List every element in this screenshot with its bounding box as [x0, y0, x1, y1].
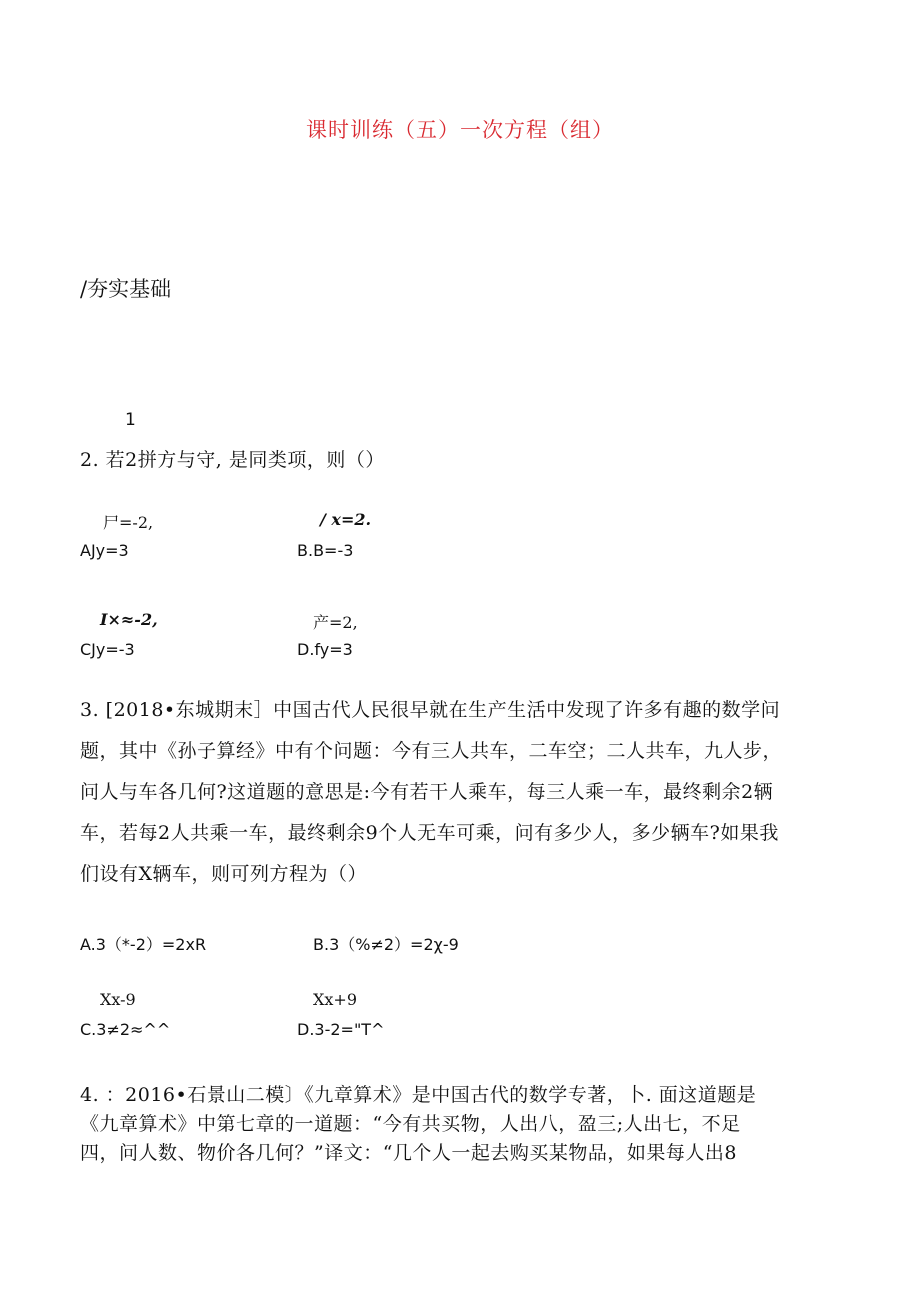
question-2-stem: 2. 若2拼方与守, 是同类项，则（）	[80, 449, 385, 471]
question-3-line: 车，若每2人共乘一车，最终剩余9个人无车可乘，问有多少人，多少辆车?如果我	[80, 822, 779, 844]
question-2-option-c-aux: I×≈-2,	[100, 610, 158, 629]
question-2-option-a: AJy=3	[80, 541, 129, 560]
question-4-line: 《九章算术》中第七章的一道题：“今有共买物，人出八，盈三;人出七，不足	[80, 1113, 741, 1135]
question-2-option-a-aux: 尸=-2,	[103, 513, 154, 532]
question-3-option-a: A.3（*-2）=2xR	[80, 935, 207, 954]
question-4-line: 四，问人数、物价各几何？”译文：“几个人一起去购买某物品，如果每人出8	[80, 1142, 738, 1164]
question-4-line: 4. ：2016•石景山二模〕《九章算术》是中国古代的数学专著，卜. 面这道题是	[80, 1084, 757, 1106]
question-3-line: 们设有X辆车，则可列方程为（）	[80, 863, 368, 885]
section-heading: /夯实基础	[80, 277, 172, 301]
question-3-line: 问人与车各几何?这道题的意思是:今有若干人乘车，每三人乘一车，最终剩余2辆	[80, 781, 774, 803]
question-3-line: 3. [2018•东城期末］中国古代人民很早就在生产生活中发现了许多有趣的数学问	[80, 699, 781, 721]
question-3-option-b: B.3（%≠2）=2χ-9	[313, 935, 459, 954]
question-3-option-c: C.3≠2≈^^	[80, 1020, 171, 1039]
question-2-option-c: CJy=-3	[80, 640, 135, 659]
page-title: 课时训练（五）一次方程（组）	[306, 118, 614, 142]
question-2-option-d-aux: 产=2,	[313, 613, 358, 632]
question-3-option-c-aux: Xx-9	[100, 990, 136, 1009]
question-2-option-b: B.B=-3	[297, 541, 354, 560]
question-3-line: 题，其中《孙子算经》中有个问题：今有三人共车，二车空；二人共车，九人步，	[80, 740, 783, 762]
question-3-option-d-aux: Xx+9	[313, 990, 357, 1009]
question-1-number: 1	[125, 410, 136, 430]
question-2-option-b-aux: / x=2.	[320, 510, 372, 529]
question-2-option-d: D.fy=3	[297, 640, 353, 659]
question-3-option-d: D.3-2="T^	[297, 1020, 385, 1039]
